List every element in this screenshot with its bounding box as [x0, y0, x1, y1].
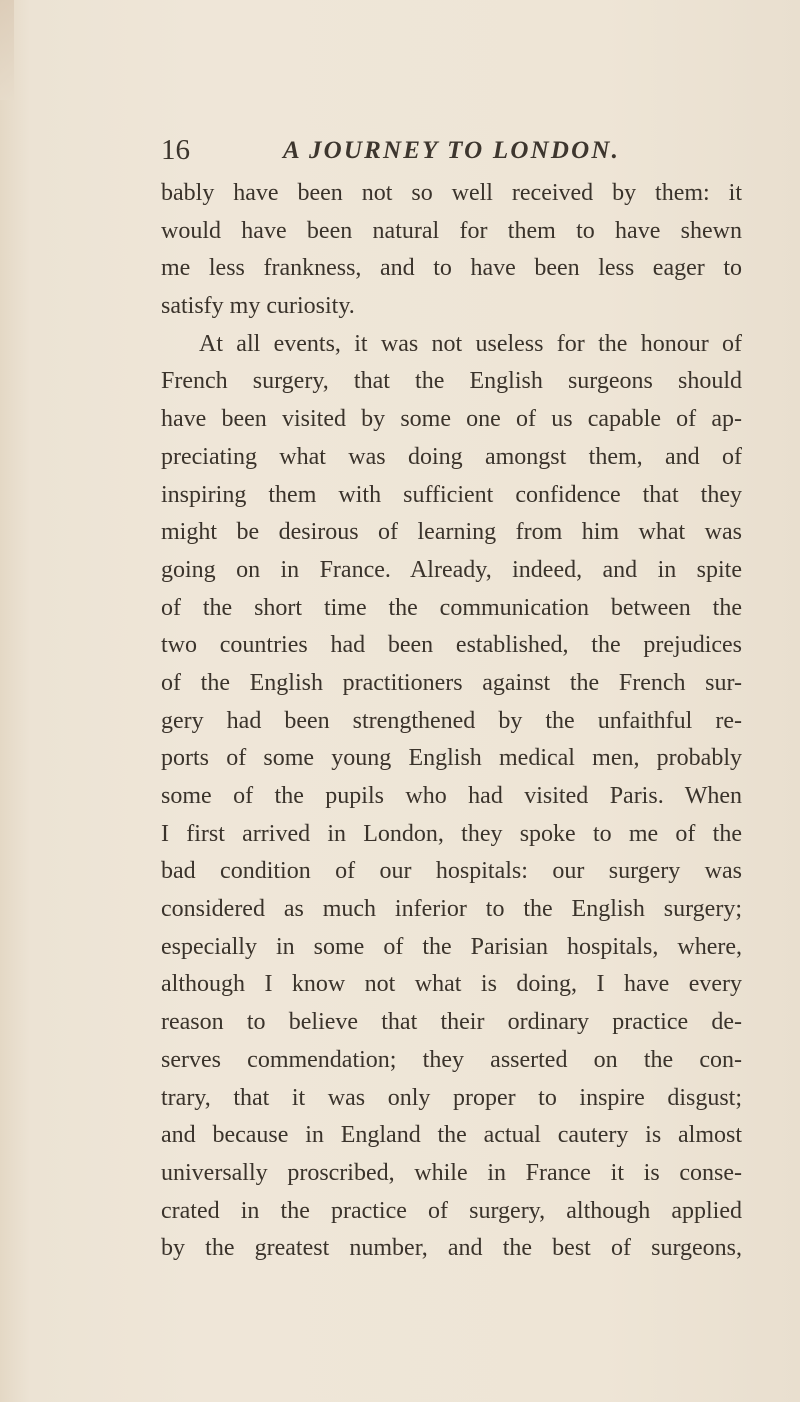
text-line: considered as much inferior to the English surgery;: [161, 896, 742, 923]
text-line: bad condition of our hospitals: our surgery was: [161, 858, 742, 885]
text-line: At all events, it was not useless for the honour of: [199, 330, 742, 357]
text-line: bably have been not so well received by them: it: [161, 180, 742, 206]
text-line: some of the pupils who had visited Paris. When: [161, 783, 742, 809]
page-number: 16: [161, 134, 190, 166]
text-line: me less frankness, and to have been less eager to: [161, 255, 742, 282]
text-line: ports of some young English medical men, probably: [161, 745, 742, 772]
body-text: [161, 175, 742, 1268]
text-line: inspiring them with sufficient confidence that they: [161, 481, 742, 508]
text-line: trary, that it was only proper to inspire disgust;: [161, 1084, 742, 1111]
text-line: French surgery, that the English surgeons should: [161, 368, 742, 395]
text-line: serves commendation; they asserted on the con-: [161, 1046, 742, 1073]
text-line: by the greatest number, and the best of surgeons,: [161, 1235, 742, 1262]
text-line: gery had been strengthened by the unfaithful re-: [161, 707, 742, 734]
text-line: might be desirous of learning from him what was: [161, 519, 742, 546]
text-line: going on in France. Already, indeed, and in spite: [161, 556, 742, 583]
text-line: of the English practitioners against the French sur-: [161, 669, 742, 696]
text-line: reason to believe that their ordinary practice de-: [161, 1009, 742, 1036]
page-header: [161, 133, 741, 173]
text-line: have been visited by some one of us capable of ap-: [161, 406, 742, 433]
running-title: A JOURNEY TO LONDON.: [283, 137, 621, 164]
text-line: of the short time the communication between the: [161, 594, 742, 621]
page-edge-shadow: [0, 0, 14, 100]
text-line: I first arrived in London, they spoke to me of the: [161, 820, 742, 847]
text-line: preciating what was doing amongst them, and of: [161, 443, 742, 470]
text-line: and because in England the actual cautery is almost: [161, 1122, 742, 1149]
text-line: satisfy my curiosity.: [161, 293, 355, 320]
text-line: would have been natural for them to have shewn: [161, 217, 742, 244]
text-line: crated in the practice of surgery, although applied: [161, 1197, 742, 1224]
text-line: universally proscribed, while in France it is conse-: [161, 1159, 742, 1186]
text-line: although I know not what is doing, I have every: [161, 971, 742, 998]
text-line: two countries had been established, the prejudices: [161, 632, 742, 659]
text-line: especially in some of the Parisian hospitals, where,: [161, 933, 742, 960]
